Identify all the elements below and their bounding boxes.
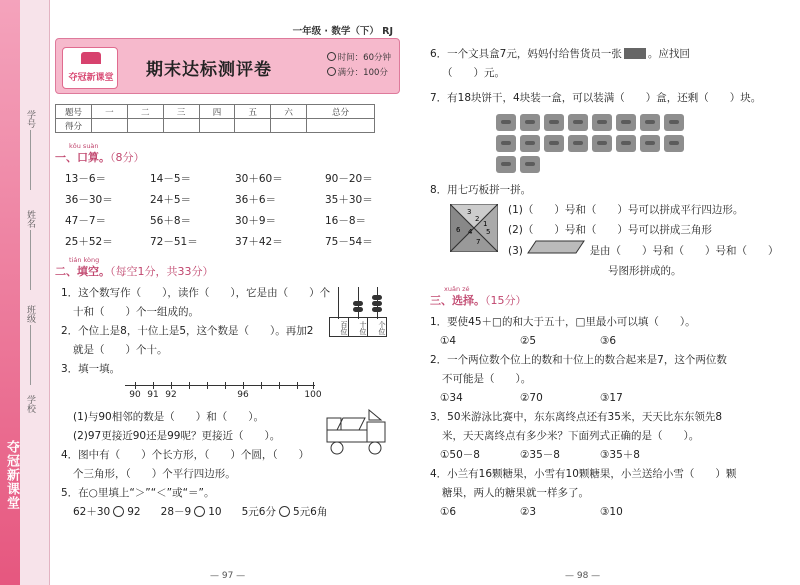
oral-item: 25＋52＝ (65, 236, 113, 248)
choice-option[interactable]: ②35－8 (520, 449, 560, 461)
choice-option[interactable]: ②70 (520, 392, 543, 404)
abacus-bead (372, 307, 382, 312)
number-line-tick (297, 382, 298, 389)
score-input[interactable] (307, 119, 375, 133)
page-number-left: — 97 — (210, 571, 246, 581)
question-text: (2)97更接近90还是99呢？更接近（ ）。 (73, 430, 281, 442)
page-number-right: — 98 — (565, 571, 601, 581)
oral-item: 90－20＝ (325, 173, 373, 185)
oral-item: 14－5＝ (150, 173, 192, 185)
truck-shape (327, 430, 367, 442)
brand-logo (62, 47, 118, 89)
question-text: 2．一个两位数个位上的数和十位上的数合起来是7，这个两位数 (430, 354, 727, 366)
parallelogram-shape (528, 241, 584, 253)
oral-item: 72－51＝ (150, 236, 198, 248)
choice-option[interactable]: ①6 (440, 506, 457, 518)
biscuit-icon (496, 135, 516, 152)
truck-shape (367, 422, 385, 442)
score-input[interactable] (199, 119, 235, 133)
abacus-bead (372, 295, 382, 300)
section-oral (55, 142, 400, 249)
number-line-label: 96 (237, 390, 249, 400)
exam-banner (55, 26, 400, 94)
question-text: 1．要使45＋□的和大于五十，□里最小可以填（ ）。 (430, 316, 696, 328)
number-line-tick (207, 382, 208, 389)
question-text: 十和（ ）个一组成的。 (73, 306, 199, 318)
tangram-number: 7 (476, 238, 481, 246)
oral-item: 24＋5＝ (150, 194, 192, 206)
choice-options (440, 503, 785, 522)
question-text: (1)与90相邻的数是（ ）和（ ）。 (73, 411, 264, 423)
biscuit-icon (616, 114, 636, 131)
biscuit-icon (568, 135, 588, 152)
choice-option[interactable]: ①34 (440, 392, 463, 404)
logo-text: 夺冠新课堂 (68, 73, 114, 83)
number-line-label: 92 (165, 390, 177, 400)
question-text: 4．小兰有16颗糖果，小雪有10颗糖果，小兰送给小雪（ ）颗 (430, 468, 737, 480)
tangram-number: 6 (456, 226, 461, 234)
biscuit-icon (664, 114, 684, 131)
question-text: 就是（ ）个十。 (73, 344, 168, 356)
compare-left: 28－9 (160, 506, 192, 518)
oral-item: 75－54＝ (325, 236, 373, 248)
oral-item: 47－7＝ (65, 215, 107, 227)
right-page (430, 40, 785, 522)
score-input[interactable] (127, 119, 163, 133)
spine-line (30, 325, 31, 385)
biscuit-icon (664, 135, 684, 152)
score-input[interactable] (271, 119, 307, 133)
biscuit-icon (520, 135, 540, 152)
score-cell: 题号 (56, 105, 92, 119)
fill-q3-4 (61, 408, 400, 522)
section-title: 二、填空。 (55, 265, 110, 278)
section-points: （15分） (485, 294, 527, 307)
question-text: 是由（ ）号和（ ）号和（ ） (589, 245, 779, 257)
check-icon (327, 67, 336, 76)
biscuit-icon (520, 156, 540, 173)
biscuit-grid (496, 114, 785, 173)
oral-grid (65, 171, 400, 249)
biscuit-icon (568, 114, 588, 131)
compare-right: 5元6角 (292, 506, 328, 518)
number-line-label: 100 (304, 390, 322, 400)
choice-option[interactable]: ②5 (520, 335, 537, 347)
exam-meta (327, 51, 391, 81)
exam-title: 期末达标测评卷 (146, 60, 272, 80)
question-text: 1．这个数写作（ ），读作（ ），它是由（ ）个 (61, 287, 331, 299)
choice-option[interactable]: ③10 (600, 506, 623, 518)
spine-field-class: 班级 (25, 305, 35, 323)
compare-right: 92 (127, 506, 141, 518)
abacus-bead (353, 307, 363, 312)
tangram-questions (508, 200, 779, 281)
abacus-bead (372, 301, 382, 306)
tangram-number: 5 (486, 228, 491, 236)
oral-item: 37＋42＝ (235, 236, 283, 248)
question-text: (1)（ ）号和（ ）号可以拼成平行四边形。 (508, 204, 744, 216)
oral-item: 16－8＝ (325, 215, 367, 227)
biscuit-icon (496, 156, 516, 173)
question-text: 6．一个文具盒7元，妈妈付给售货员一张 (430, 48, 622, 60)
score-cell: 一 (92, 105, 128, 119)
compare-row (61, 503, 400, 522)
tangram-number: 4 (468, 228, 473, 236)
exam-time: 时间：60分钟 (337, 53, 391, 63)
abacus-figure (329, 287, 387, 339)
number-line-tick (279, 382, 280, 389)
biscuit-icon (544, 114, 564, 131)
tangram-figure (450, 204, 498, 252)
number-line-label: 91 (147, 390, 159, 400)
parallelogram-figure (526, 240, 586, 254)
score-cell: 总分 (307, 105, 375, 119)
compare-right: 10 (208, 506, 222, 518)
abacus-label: 个位 (378, 320, 386, 335)
score-cell: 四 (199, 105, 235, 119)
question-text: 不可能是（ ）。 (442, 373, 532, 385)
question-text: 3．填一填。 (61, 363, 121, 375)
spine-field-id: 学号 (25, 110, 35, 128)
score-cell: 三 (163, 105, 199, 119)
abacus-bead (353, 301, 363, 306)
question-text: (3) (508, 245, 523, 257)
question-text: 5．在○里填上“＞”“＜”或“＝”。 (61, 487, 215, 499)
oral-item: 36－30＝ (65, 194, 113, 206)
tangram-number: 1 (483, 220, 488, 228)
score-cell: 得分 (56, 119, 92, 133)
oral-item: 56＋8＝ (150, 215, 192, 227)
score-cell: 五 (235, 105, 271, 119)
tangram-number: 3 (467, 208, 472, 216)
abacus-label: 百位 (330, 318, 349, 336)
logo-roof-icon (81, 52, 101, 64)
choice-options (440, 332, 785, 351)
section-title: 三、选择。 (430, 294, 485, 307)
spine-brand: 夺冠新课堂 (4, 440, 19, 510)
score-input[interactable] (163, 119, 199, 133)
compare-blank[interactable] (113, 506, 124, 517)
score-header-row (56, 105, 375, 119)
number-line-tick (261, 382, 262, 389)
tangram-block (430, 200, 785, 284)
section-fill (55, 256, 400, 522)
abacus-label: 十位 (349, 318, 368, 336)
question-text: 号图形拼成的。 (608, 265, 682, 277)
score-input[interactable] (92, 119, 128, 133)
clock-icon (327, 52, 336, 61)
truck-shape (331, 442, 343, 454)
choice-options (440, 446, 785, 465)
section-pinyin: kǒu suàn (69, 142, 99, 150)
section-heading (55, 149, 400, 165)
truck-shape (369, 410, 381, 420)
spine-line (30, 230, 31, 290)
book-spine (0, 0, 50, 585)
score-table (55, 104, 375, 133)
banknote-icon (624, 48, 646, 59)
biscuit-icon (640, 114, 660, 131)
choice-option[interactable]: ①50－8 (440, 449, 480, 461)
fill-q8 (430, 181, 785, 200)
score-input[interactable] (235, 119, 271, 133)
oral-item: 13－6＝ (65, 173, 107, 185)
section-points: （每空1分，共33分） (110, 265, 214, 278)
left-page (55, 26, 400, 522)
truck-shape (369, 442, 381, 454)
number-line-tick (135, 382, 136, 389)
spine-line (30, 130, 31, 190)
truck-figure (325, 408, 389, 460)
biscuit-icon (592, 135, 612, 152)
compare-blank[interactable] (279, 506, 290, 517)
number-line-tick (225, 382, 226, 389)
score-cell: 六 (271, 105, 307, 119)
compare-blank[interactable] (194, 506, 205, 517)
question-text: 3．50米游泳比赛中，东东离终点还有35米，天天比东东领先8 (430, 411, 723, 423)
exam-full-marks: 满分：100分 (337, 68, 388, 78)
biscuit-icon (616, 135, 636, 152)
choice-option[interactable]: ③6 (600, 335, 617, 347)
question-text: 7．有18块饼干，4块装一盒，可以装满（ ）盒，还剩（ ）块。 (430, 92, 762, 104)
number-line-tick (313, 382, 314, 389)
truck-shape (327, 418, 341, 430)
number-line-tick (171, 382, 172, 389)
oral-item: 30＋9＝ (235, 215, 277, 227)
question-text: 。应找回 (647, 48, 690, 60)
question-text: 4．图中有（ ）个长方形，（ ）个圆，（ ） (61, 449, 310, 461)
question-text: 2．个位上是8，十位上是5，这个数是（ ）。再加2 (61, 325, 314, 337)
number-line-tick (243, 382, 244, 389)
number-line-tick (189, 382, 190, 389)
question-text: 8．用七巧板拼一拼。 (430, 184, 532, 196)
number-line-label: 90 (129, 390, 141, 400)
question-text: （ ）元。 (442, 67, 505, 79)
biscuit-icon (640, 135, 660, 152)
question-text: 糖果，两人的糖果就一样多了。 (442, 487, 589, 499)
biscuit-icon (496, 114, 516, 131)
biscuit-icon (544, 135, 564, 152)
choice-questions (430, 313, 785, 522)
compare-left: 62＋30 (73, 506, 111, 518)
oral-item: 36＋6＝ (235, 194, 277, 206)
spine-field-name: 姓名 (25, 210, 35, 228)
number-line (125, 381, 322, 403)
tangram-number: 2 (475, 215, 480, 223)
section-points: （8分） (110, 151, 145, 164)
spine-field-school: 学校 (25, 395, 35, 413)
question-text: (2)（ ）号和（ ）号可以拼成三角形 (508, 224, 712, 236)
number-line-tick (153, 382, 154, 389)
section-choice (430, 285, 785, 308)
section-heading (430, 292, 785, 308)
oral-item: 35＋30＝ (325, 194, 373, 206)
biscuit-icon (592, 114, 612, 131)
choice-options (440, 389, 785, 408)
abacus-rod (338, 287, 339, 319)
section-title: 一、口算。 (55, 151, 110, 164)
abacus-base (329, 317, 387, 337)
section-heading (55, 263, 400, 279)
biscuit-icon (520, 114, 540, 131)
choice-option[interactable]: ②3 (520, 506, 537, 518)
question-text: 米，天天离终点有多少米？下面列式正确的是（ ）。 (442, 430, 700, 442)
question-text: 个三角形，（ ）个平行四边形。 (73, 468, 236, 480)
choice-option[interactable]: ③17 (600, 392, 623, 404)
score-cell: 二 (127, 105, 163, 119)
choice-option[interactable]: ①4 (440, 335, 457, 347)
score-value-row (56, 119, 375, 133)
choice-option[interactable]: ③35＋8 (600, 449, 640, 461)
section-pinyin: xuǎn zé (444, 285, 470, 293)
section-pinyin: tián kòng (69, 256, 100, 264)
fill-q6 (430, 45, 785, 108)
compare-left: 5元6分 (241, 506, 276, 518)
grade-line: 一年级 · 数学（下） RJ (292, 26, 393, 37)
oral-item: 30＋60＝ (235, 173, 283, 185)
